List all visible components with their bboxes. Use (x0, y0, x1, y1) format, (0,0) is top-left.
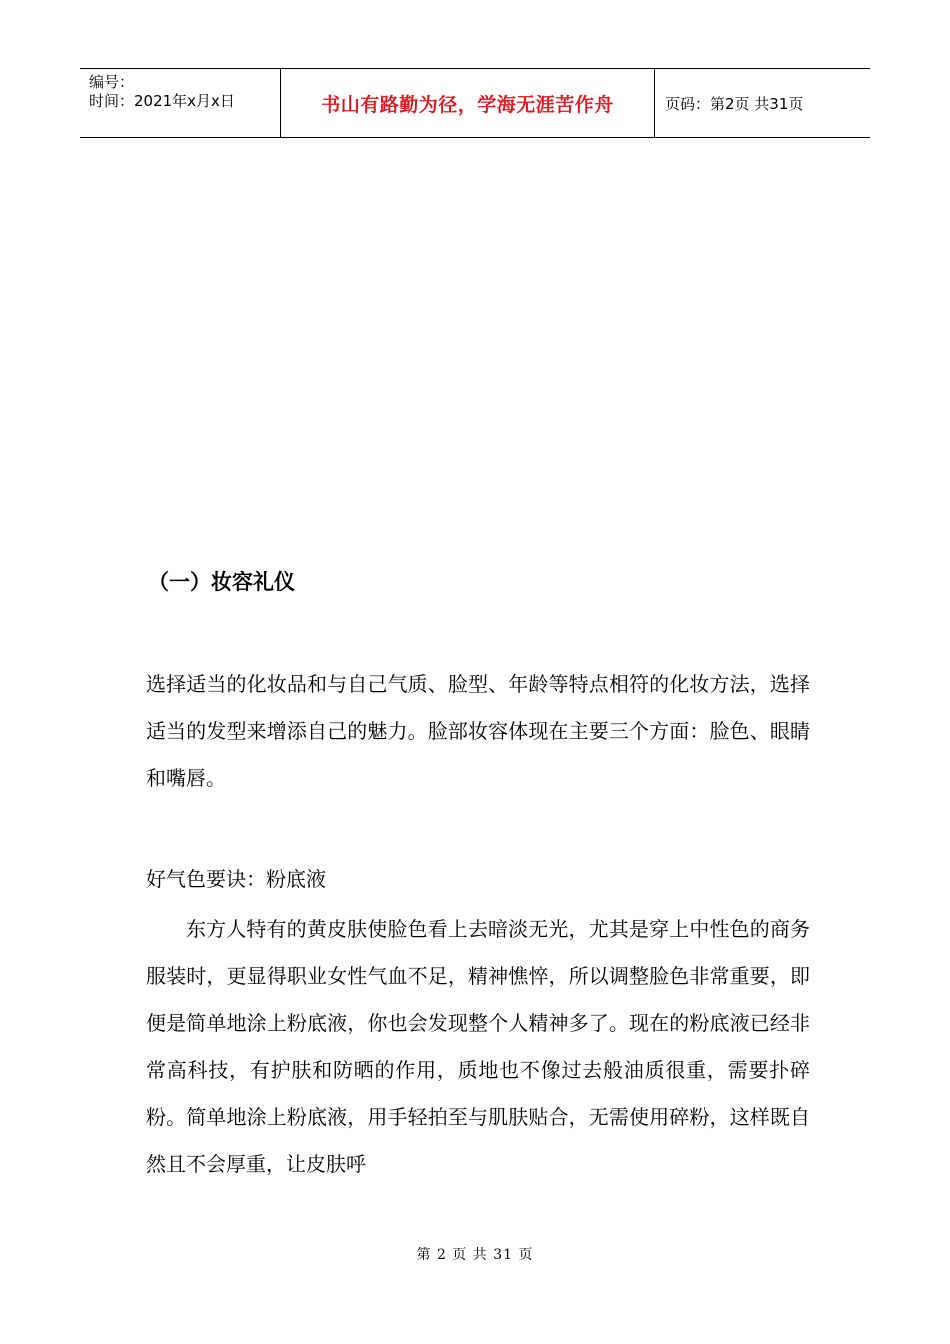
header-page-label: 页码：第2页 共31页 (665, 94, 804, 113)
paragraph-intro: 选择适当的化妆品和与自己气质、脸型、年龄等特点相符的化妆方法，选择适当的发型来增添自己的魅力。脸部妆容体现在主要三个方面：脸色、眼睛和嘴唇。 (146, 672, 810, 790)
header-motto: 书山有路勤为径，学海无涯苦作舟 (281, 69, 655, 137)
section-title: （一）妆容礼仪 (148, 570, 295, 594)
header-meta (80, 69, 281, 137)
paragraph-body: 东方人特有的黄皮肤使脸色看上去暗淡无光，尤其是穿上中性色的商务服装时，更显得职业女性气血不足，精神憔悴，所以调整脸色非常重要，即便是简单地涂上粉底液，你也会发现整个人精神多了。现在的粉底液已经非常高科技，有护肤和防晒的作用，质地也不像过去般油质很重，需要扑碎粉。简单地涂上粉底液，用手轻拍至与肌肤贴合，无需使用碎粉，这样既自然且不会厚重，让皮肤呼 (146, 917, 810, 1176)
paragraph-subheading: 好气色要诀：粉底液 (146, 867, 326, 891)
page-footer: 第 2 页 共 31 页 (416, 1247, 534, 1263)
time-label: 时间：2021年x月x日 (89, 92, 235, 110)
code-label: 编号： (89, 73, 135, 91)
page-header (80, 68, 870, 138)
